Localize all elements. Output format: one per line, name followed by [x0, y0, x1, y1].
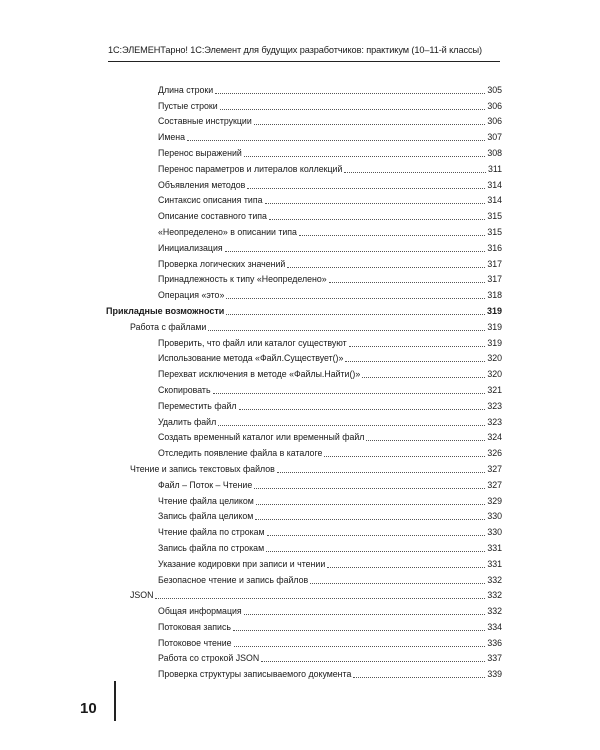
toc-entry-page: 319 — [486, 305, 502, 316]
toc-entry-title: Чтение файла по строкам — [158, 527, 265, 538]
dot-leader — [215, 93, 485, 94]
toc-entry — [106, 507, 502, 523]
header-rule — [108, 61, 500, 62]
toc-entry — [106, 522, 502, 538]
toc-entry-page: 324 — [487, 432, 502, 443]
toc-entry-page: 307 — [487, 132, 502, 143]
toc-entry-title: Указание кодировки при записи и чтении — [158, 558, 326, 569]
toc-entry — [106, 428, 502, 444]
dot-leader — [226, 298, 485, 299]
toc-entry-title: Составные инструкции — [158, 116, 252, 127]
dot-leader — [344, 172, 486, 173]
toc-entry — [106, 333, 502, 349]
dot-leader — [310, 583, 485, 584]
toc-entry-page: 319 — [487, 337, 502, 348]
dot-leader — [366, 440, 485, 441]
toc-entry-title: Общая информация — [158, 606, 242, 617]
toc-entry — [106, 380, 502, 396]
toc-entry-title: JSON — [130, 590, 154, 601]
toc-entry-title: Чтение файла целиком — [158, 495, 254, 506]
toc-entry — [106, 317, 502, 333]
toc-entry-title: Имена — [158, 132, 186, 143]
dot-leader — [349, 346, 486, 347]
toc-entry — [106, 112, 502, 128]
toc-entry-page: 320 — [487, 353, 502, 364]
toc-entry-title: Перенос параметров и литералов коллекций — [158, 163, 343, 174]
dot-leader — [155, 598, 485, 599]
toc-entry-title: Запись файла по строкам — [158, 542, 265, 553]
toc-entry-page: 332 — [487, 606, 502, 617]
toc-entry — [106, 301, 502, 317]
toc-entry — [106, 364, 502, 380]
toc-entry — [106, 491, 502, 507]
toc-entry-title: Пустые строки — [158, 100, 218, 111]
toc-entry-page: 305 — [487, 84, 502, 95]
toc-entry — [106, 254, 502, 270]
dot-leader — [244, 156, 485, 157]
dot-leader — [226, 314, 485, 315]
toc-entry — [106, 570, 502, 586]
toc-entry — [106, 285, 502, 301]
toc-entry-page: 326 — [487, 448, 502, 459]
toc-entry-page: 323 — [487, 400, 502, 411]
toc-entry — [106, 349, 502, 365]
toc-entry-title: Операция «это» — [158, 290, 225, 301]
dot-leader — [247, 188, 485, 189]
toc-entry-title: Описание составного типа — [158, 211, 267, 222]
toc-entry-page: 339 — [487, 669, 502, 680]
toc-entry-title: Создать временный каталог или временный файл — [158, 432, 365, 443]
toc-entry-page: 327 — [487, 463, 502, 474]
dot-leader — [277, 472, 485, 473]
toc-entry-page: 331 — [487, 542, 502, 553]
toc-entry-page: 316 — [487, 242, 502, 253]
toc-entry-title: Файл – Поток – Чтение — [158, 479, 253, 490]
dot-leader — [269, 219, 485, 220]
toc-entry-title: Синтаксис описания типа — [158, 195, 263, 206]
toc-entry — [106, 396, 502, 412]
toc-entry-title: Длина строки — [158, 84, 214, 95]
footer-rule — [114, 681, 116, 721]
dot-leader — [353, 677, 485, 678]
toc-entry-page: 317 — [487, 258, 502, 269]
toc-entry-page: 306 — [487, 116, 502, 127]
dot-leader — [255, 519, 485, 520]
toc-entry — [106, 664, 502, 680]
dot-leader — [267, 535, 486, 536]
dot-leader — [254, 488, 485, 489]
toc-entry-page: 306 — [487, 100, 502, 111]
toc-entry-page: 314 — [487, 179, 502, 190]
toc-entry-title: Удалить файл — [158, 416, 217, 427]
dot-leader — [234, 646, 486, 647]
toc-entry — [106, 633, 502, 649]
toc-entry-title: Переместить файл — [158, 400, 237, 411]
toc-entry — [106, 143, 502, 159]
dot-leader — [299, 235, 485, 236]
toc-entry — [106, 191, 502, 207]
table-of-contents — [106, 80, 502, 680]
toc-entry — [106, 459, 502, 475]
toc-entry-title: Проверка логических значений — [158, 258, 286, 269]
toc-entry-title: Перехват исключения в методе «Файлы.Найти()» — [158, 369, 361, 380]
dot-leader — [329, 282, 486, 283]
toc-entry — [106, 617, 502, 633]
page-number: 10 — [80, 700, 97, 717]
dot-leader — [287, 267, 485, 268]
toc-entry-page: 332 — [487, 590, 502, 601]
toc-entry-title: Потоковая запись — [158, 621, 231, 632]
toc-entry-page: 330 — [487, 527, 502, 538]
dot-leader — [233, 630, 485, 631]
toc-entry-title: Потоковое чтение — [158, 637, 232, 648]
toc-entry-page: 332 — [487, 574, 502, 585]
toc-entry — [106, 159, 502, 175]
dot-leader — [324, 456, 485, 457]
toc-entry-page: 315 — [487, 211, 502, 222]
dot-leader — [218, 425, 485, 426]
toc-entry-page: 337 — [487, 653, 502, 664]
toc-entry-title: Принадлежность к типу «Неопределено» — [158, 274, 327, 285]
dot-leader — [256, 504, 486, 505]
dot-leader — [213, 393, 486, 394]
toc-entry-page: 323 — [487, 416, 502, 427]
dot-leader — [327, 567, 485, 568]
toc-entry-title: Использование метода «Файл.Существует()» — [158, 353, 344, 364]
toc-entry — [106, 443, 502, 459]
toc-entry — [106, 96, 502, 112]
dot-leader — [225, 251, 486, 252]
toc-entry-page: 334 — [487, 621, 502, 632]
toc-entry — [106, 538, 502, 554]
dot-leader — [239, 409, 486, 410]
toc-entry-title: Проверить, что файл или каталог существуют — [158, 337, 347, 348]
dot-leader — [254, 124, 486, 125]
toc-entry-title: Проверка структуры записываемого документа — [158, 669, 352, 680]
toc-entry — [106, 412, 502, 428]
dot-leader — [362, 377, 485, 378]
toc-entry-page: 317 — [487, 274, 502, 285]
dot-leader — [208, 330, 485, 331]
toc-entry — [106, 222, 502, 238]
toc-entry-title: Отследить появление файла в каталоге — [158, 448, 323, 459]
dot-leader — [220, 109, 486, 110]
toc-entry-page: 314 — [487, 195, 502, 206]
toc-entry-page: 329 — [487, 495, 502, 506]
toc-entry-title: Перенос выражений — [158, 147, 242, 158]
toc-entry — [106, 475, 502, 491]
toc-entry-page: 331 — [487, 558, 502, 569]
running-header: 1С:ЭЛЕМЕНТарно! 1С:Элемент для будущих разработчиков: практикум (10–11-й классы) — [108, 45, 482, 55]
toc-entry — [106, 238, 502, 254]
toc-entry-page: 320 — [487, 369, 502, 380]
toc-entry-title: Чтение и запись текстовых файлов — [130, 463, 275, 474]
toc-entry-page: 330 — [487, 511, 502, 522]
toc-entry-title: «Неопределено» в описании типа — [158, 226, 297, 237]
dot-leader — [261, 661, 485, 662]
toc-entry-title: Инициализация — [158, 242, 223, 253]
toc-entry — [106, 175, 502, 191]
toc-entry — [106, 649, 502, 665]
toc-entry-title: Запись файла целиком — [158, 511, 254, 522]
dot-leader — [187, 140, 485, 141]
toc-entry-page: 321 — [487, 384, 502, 395]
toc-entry — [106, 554, 502, 570]
toc-entry — [106, 206, 502, 222]
toc-entry-title: Объявления методов — [158, 179, 246, 190]
dot-leader — [244, 614, 486, 615]
toc-entry-title: Прикладные возможности — [106, 305, 225, 316]
toc-entry — [106, 586, 502, 602]
toc-entry-page: 315 — [487, 226, 502, 237]
toc-entry-title: Работа со строкой JSON — [158, 653, 260, 664]
toc-entry-page: 327 — [487, 479, 502, 490]
toc-entry — [106, 601, 502, 617]
toc-entry-title: Скопировать — [158, 384, 211, 395]
toc-entry — [106, 80, 502, 96]
toc-entry — [106, 270, 502, 286]
toc-entry-page: 318 — [487, 290, 502, 301]
dot-leader — [265, 203, 486, 204]
toc-entry-page: 308 — [487, 147, 502, 158]
toc-entry-page: 311 — [487, 163, 502, 174]
toc-entry-page: 319 — [487, 321, 502, 332]
toc-entry — [106, 127, 502, 143]
toc-entry-title: Работа с файлами — [130, 321, 207, 332]
toc-entry-page: 336 — [487, 637, 502, 648]
toc-entry-title: Безопасное чтение и запись файлов — [158, 574, 309, 585]
dot-leader — [345, 361, 485, 362]
dot-leader — [266, 551, 485, 552]
